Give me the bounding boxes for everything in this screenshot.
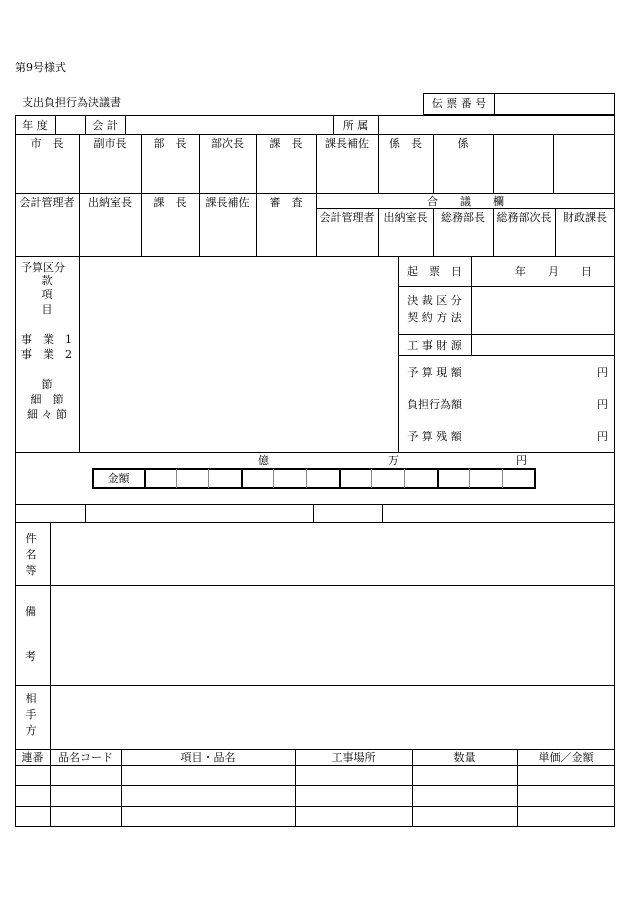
consult-general-affairs-director: 総務部長 — [441, 211, 485, 224]
items-row[interactable] — [16, 766, 614, 784]
amount-man-unit: 万 — [388, 454, 399, 467]
consult-accounting-manager: 会計管理者 — [319, 211, 375, 224]
approver-mayor-label: 市 長 — [30, 137, 64, 150]
amount-oku-unit: 億 — [258, 454, 269, 467]
yen-unit-3: 円 — [597, 430, 608, 443]
department-label: 所 属 — [342, 119, 369, 132]
approver-deputy-director-label: 部次長 — [211, 137, 244, 150]
subject-field[interactable] — [51, 523, 614, 584]
kan-label: 款 — [41, 274, 53, 287]
consult-treasury-chief: 出納室長 — [383, 211, 428, 224]
approver-assistant-chief-label: 課長補佐 — [325, 137, 369, 150]
items-row[interactable] — [16, 807, 614, 826]
issue-date-field[interactable]: 年 月 日 — [515, 265, 592, 278]
contract-method-label: 契 約 方 法 — [407, 311, 462, 324]
treasury-chief-label: 出納室長 — [88, 196, 132, 209]
saisaisetsu-label: 細 々 節 — [27, 408, 67, 421]
items-header-serial: 連番 — [21, 751, 44, 764]
section-chief-label-2: 課 長 — [153, 196, 187, 209]
commitment-label: 負担行為額 — [407, 398, 462, 411]
fiscal-year-field[interactable] — [56, 116, 84, 133]
approver-director-label: 部 長 — [153, 137, 187, 150]
yen-unit-1: 円 — [597, 366, 608, 379]
moku-label: 目 — [41, 303, 53, 316]
form-number: 第9号様式 — [15, 61, 66, 74]
approver-section-chief-label: 課 長 — [269, 137, 303, 150]
funding-label: 工 事 財 源 — [407, 339, 462, 352]
consult-finance-chief: 財政課長 — [563, 211, 607, 224]
saisetsu-label: 細 節 — [30, 393, 64, 406]
subject-label: 件名等 — [25, 532, 37, 577]
remarks-label-bottom: 考 — [25, 650, 36, 663]
yen-unit-2: 円 — [597, 398, 608, 411]
slip-number-field[interactable] — [496, 95, 613, 113]
account-label: 会 計 — [92, 119, 118, 132]
items-header-item: 項目・品名 — [180, 751, 236, 764]
audit-label: 審 査 — [269, 196, 303, 209]
budget-detail-field[interactable] — [80, 257, 397, 451]
items-row[interactable] — [16, 786, 614, 805]
amount-label: 金額 — [107, 472, 130, 485]
project1-label: 事 業 1 — [21, 333, 72, 346]
amount-en-unit: 円 — [516, 454, 527, 467]
project2-label: 事 業 2 — [21, 348, 72, 361]
kou-label: 項 — [41, 288, 53, 301]
budget-current-label: 予 算 現 額 — [407, 366, 462, 379]
form-title: 支出負担行為決議書 — [22, 96, 121, 109]
slip-number-label: 伝 票 番 号 — [431, 97, 487, 110]
issue-date-label: 起 票 日 — [407, 265, 462, 278]
items-header-location: 工事場所 — [331, 751, 376, 764]
items-header-price: 単価／金額 — [538, 751, 594, 764]
consult-general-affairs-deputy: 総務部次長 — [496, 211, 552, 224]
consultation-title: 合 議 欄 — [427, 195, 504, 208]
budget-balance-label: 予 算 残 額 — [407, 430, 462, 443]
department-field[interactable] — [379, 116, 614, 133]
items-header-quantity: 数量 — [453, 751, 476, 764]
accounting-manager-label: 会計管理者 — [19, 196, 75, 209]
items-header-code: 品名コード — [58, 751, 113, 764]
remarks-field[interactable] — [51, 586, 614, 684]
approver-subsection-chief-label: 係 長 — [389, 137, 422, 150]
setsu-label: 節 — [41, 378, 53, 391]
amount-digits-field[interactable] — [146, 470, 534, 487]
counterparty-field[interactable] — [51, 686, 614, 748]
funding-field[interactable] — [472, 335, 614, 354]
account-field[interactable] — [126, 116, 332, 133]
remarks-label-top: 備 — [25, 605, 36, 618]
assistant-chief-label-2: 課長補佐 — [205, 196, 250, 209]
fiscal-year-label: 年 度 — [22, 119, 48, 132]
decision-contract-field[interactable] — [472, 287, 614, 333]
approver-staff-label: 係 — [457, 137, 469, 150]
counterparty-label: 相手方 — [25, 692, 37, 737]
approver-deputy-mayor-label: 副市長 — [93, 137, 127, 150]
decision-class-label: 決 裁 区 分 — [407, 294, 462, 307]
budget-class-label: 予算区分 — [21, 261, 65, 274]
